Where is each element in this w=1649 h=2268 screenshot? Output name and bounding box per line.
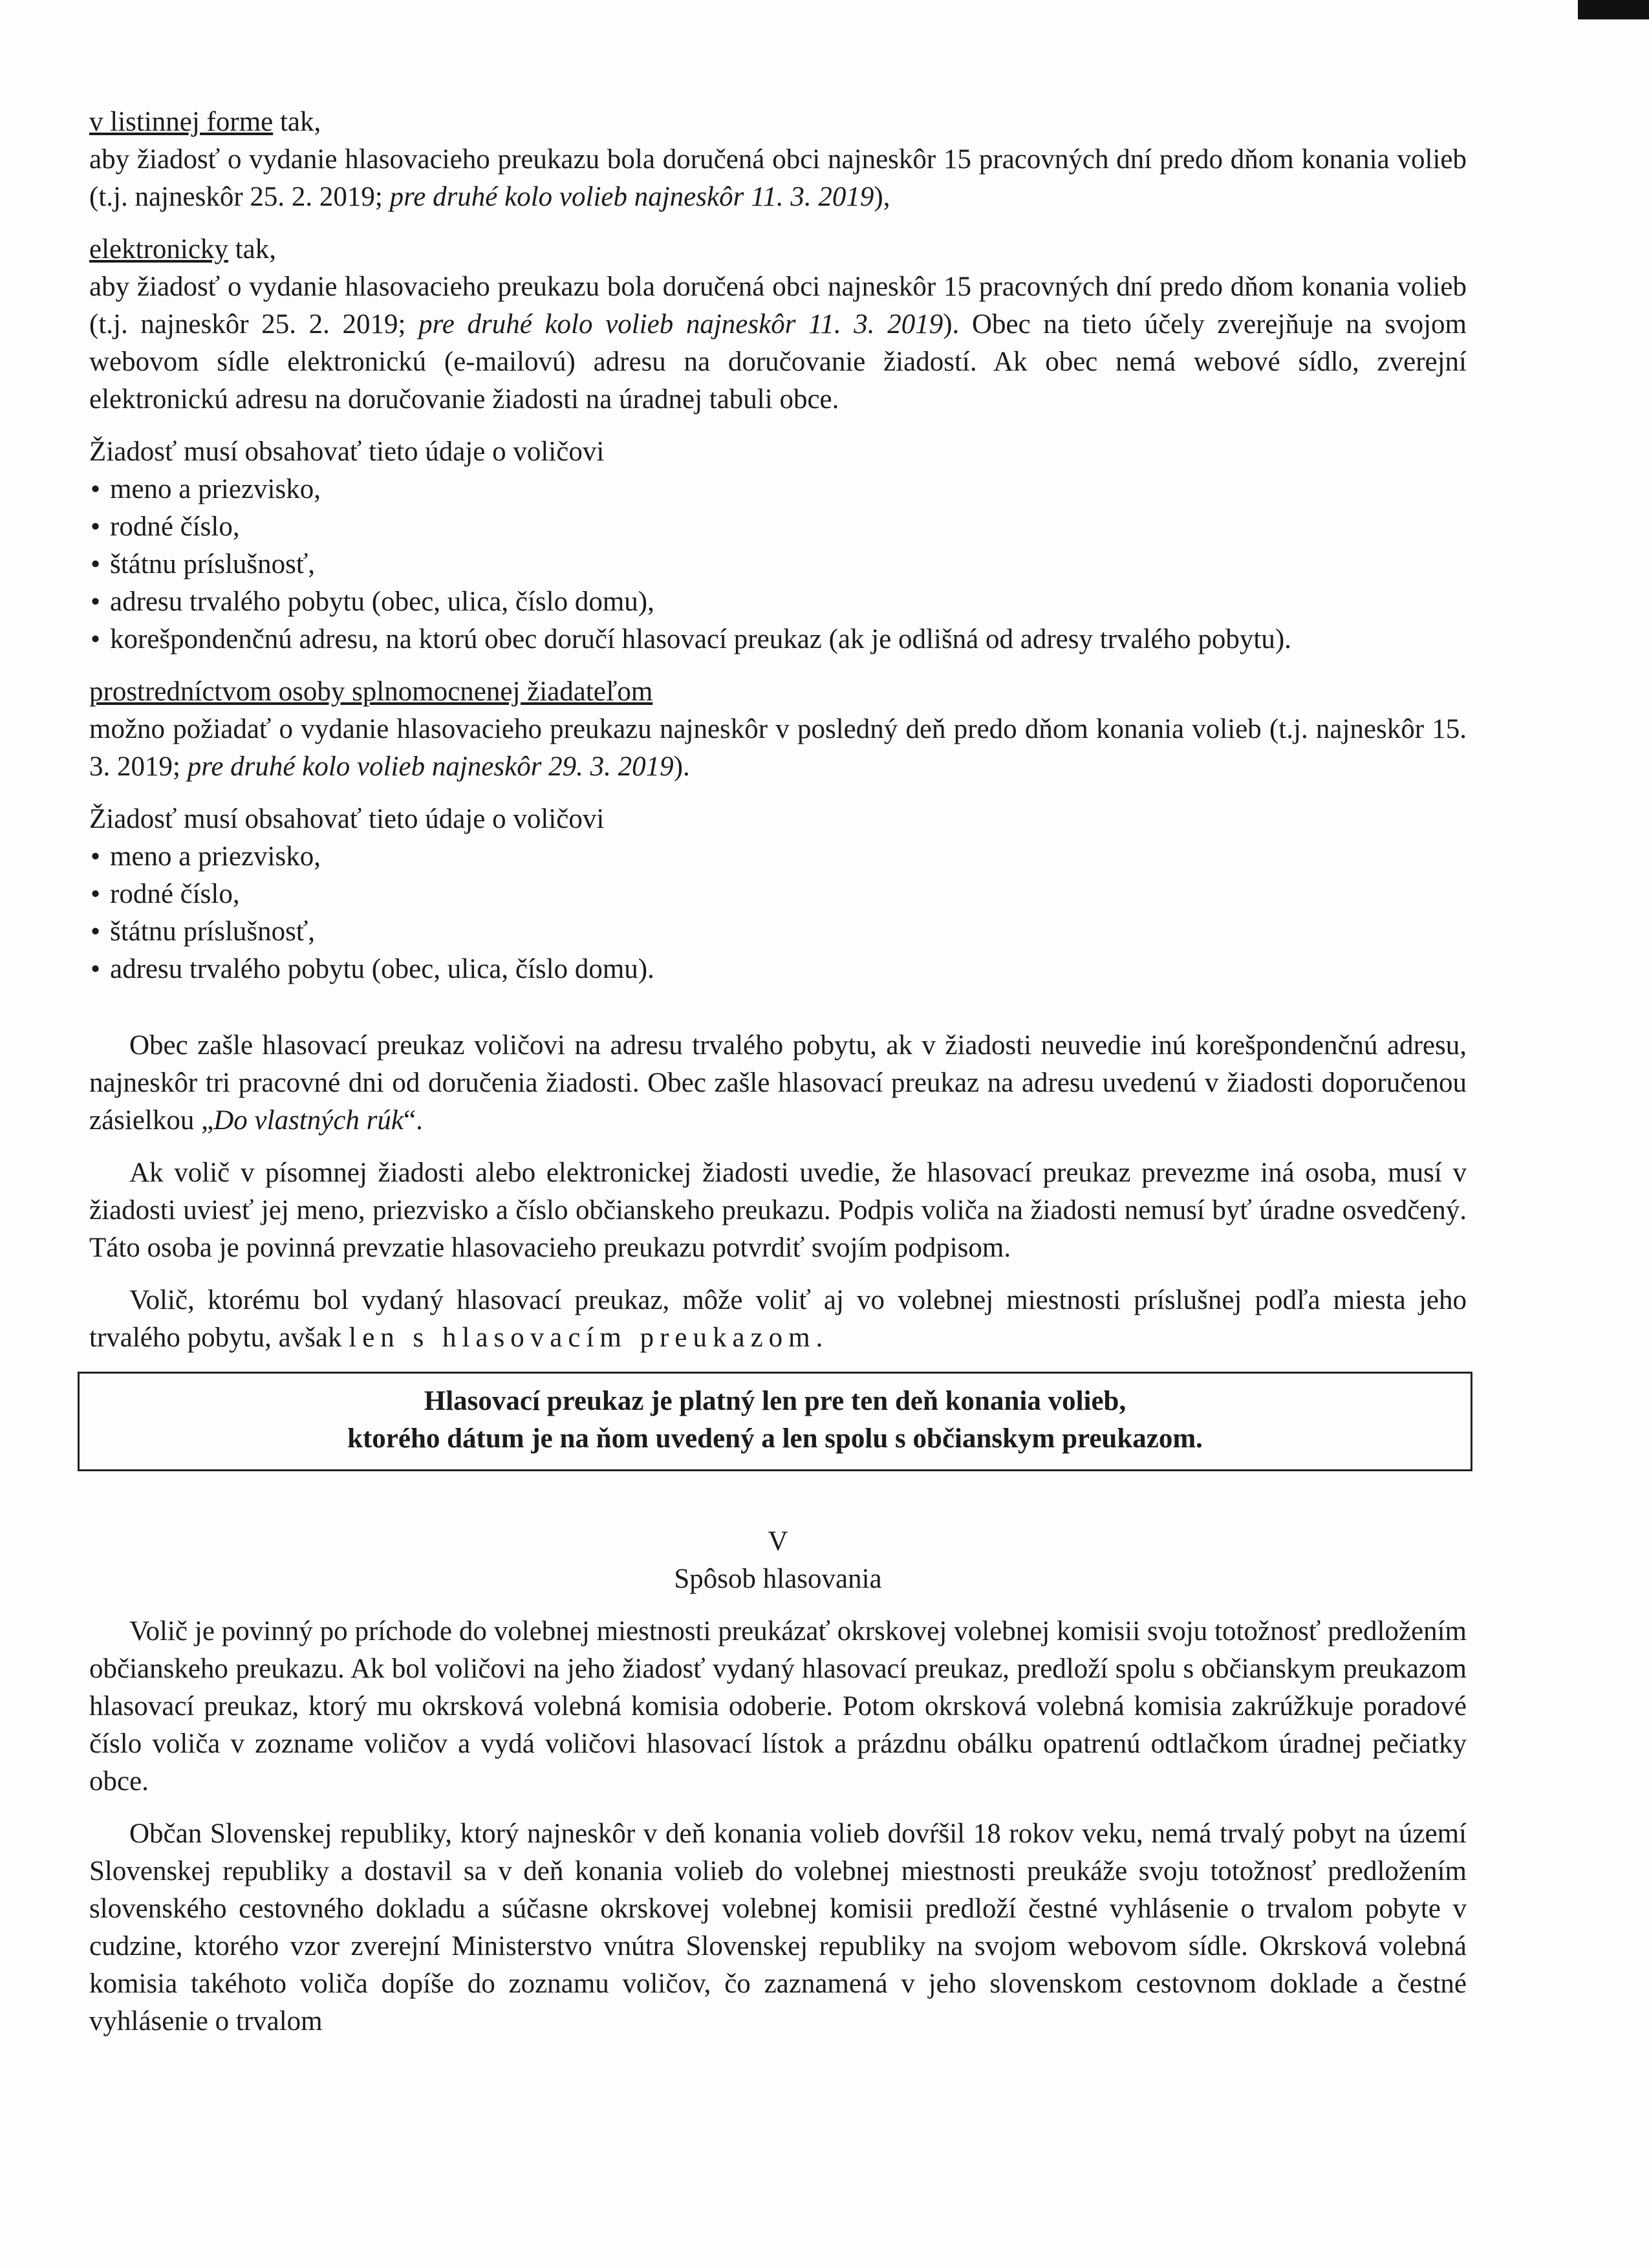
list-item: • meno a priezvisko, (91, 841, 321, 872)
listinne-text-a: aby žiadosť o vydanie hlasovacieho preukazu bola doručená obci najneskôr 15 pracovných dní predo dňom konania volieb (t.j. najneskôr 25. 2. 2019; (89, 144, 1467, 212)
list2 (89, 838, 1467, 988)
list-item: • korešpondenčnú adresu, na ktorú obec doručí hlasovací preukaz (ak je odlišná od adresy trvalého pobytu). (91, 624, 1291, 654)
elektronicky-text-b: ). Obec na tieto účely zverejňuje na svojom webovom sídle elektronickú (e-mailovú) adresu na doručovanie žiadostí. Ak obec nemá webové sídlo, zverejní elektronickú adresu na doručovanie žiadosti na úradnej tabuli obce. (89, 309, 1467, 415)
para-iny: Ak volič v písomnej žiadosti alebo elektronickej žiadosti uvedie, že hlasovací preukaz prevezme iná osoba, musí v žiadosti uviesť jej meno, priezvisko a číslo občianskeho preukazu. Podpis voliča na žiadosti nemusí byť úradne osvedčený. Táto osoba je povinná prevzatie hlasovacieho preukazu potvrdiť svojím podpisom. (89, 1158, 1467, 1263)
notice-line-1: Hlasovací preukaz je platný len pre ten deň konania volieb, (424, 1386, 1126, 1416)
osoba-heading: prostredníctvom osoby splnomocnenej žiadateľom (89, 676, 653, 707)
list-item: • štátnu príslušnosť, (91, 916, 315, 947)
para-obcan: Občan Slovenskej republiky, ktorý najneskôr v deň konania volieb dovŕšil 18 rokov veku, nemá trvalý pobyt na území Slovenskej republiky a dostavil sa v deň konania volieb do volebnej miestnosti preukáže svoju totožnosť predložením slovenského cestovného dokladu a súčasne okrskovej volebnej komisii predloží čestné vyhlásenie o trvalom pobyte v cudzine, ktorého vzor zverejní Ministerstvo vnútra Slovenskej republiky na svojom webovom sídle. Okrsková volebná komisia takéhoto voliča dopíše do zoznamu voličov, čo zaznamená v jeho slovenskom cestovnom doklade a čestné vyhlásenie o trvalom (89, 1819, 1467, 2036)
elektronicky-heading-tail: tak, (228, 234, 276, 265)
notice-line-2: ktorého dátum je na ňom uvedený a len spolu s občianskym preukazom. (347, 1423, 1203, 1454)
list-item: • meno a priezvisko, (91, 474, 321, 504)
document-page (89, 103, 1467, 2040)
section-number: V (768, 1526, 788, 1557)
list1 (89, 471, 1467, 658)
para-volic-spaced: len s hlasovacím preukazom. (349, 1323, 829, 1353)
para-zasle-a: Obec zašle hlasovací preukaz voličovi na adresu trvalého pobytu, ak v žiadosti neuvedie inú korešpondenčnú adresu, najneskôr tri pracovné dni od doručenia žiadosti. Obec zašle hlasovací preukaz na adresu uvedenú v žiadosti doporučenou zásielkou „ (89, 1030, 1467, 1136)
para-volic (89, 1282, 1467, 1357)
para-zasle-italic: Do vlastných rúk (213, 1105, 404, 1136)
osoba-text-b: ). (673, 751, 690, 782)
notice-box (78, 1372, 1472, 1471)
para-zasle (89, 1027, 1467, 1139)
elektronicky-heading: elektronicky (89, 234, 228, 265)
listinne-text-italic: pre druhé kolo volieb najneskôr 11. 3. 2019 (389, 182, 874, 212)
para-zasle-b: “. (404, 1105, 423, 1136)
list-item: • rodné číslo, (91, 512, 240, 542)
osoba-text-italic: pre druhé kolo volieb najneskôr 29. 3. 2019 (187, 751, 674, 782)
osoba-text (89, 711, 1467, 786)
list-item: • adresu trvalého pobytu (obec, ulica, číslo domu), (91, 587, 654, 617)
elektronicky-text-a: aby žiadosť o vydanie hlasovacieho preukazu bola doručená obci najneskôr 15 pracovných dní predo dňom konania volieb (t.j. najneskôr 25. 2. 2019; (89, 272, 1467, 340)
elektronicky-text-italic: pre druhé kolo volieb najneskôr 11. 3. 2019 (418, 309, 943, 340)
osoba-text-a: možno požiadať o vydanie hlasovacieho preukazu najneskôr v posledný deň predo dňom konania volieb (t.j. najneskôr 15. 3. 2019; (89, 714, 1467, 782)
para-povinny: Volič je povinný po príchode do volebnej miestnosti preukázať okrskovej volebnej komisii svoju totožnosť predložením občianskeho preukazu. Ak bol voličovi na jeho žiadosť vydaný hlasovací preukaz, predloží spolu s občianskym preukazom hlasovací preukaz, ktorý mu okrsková volebná komisia odoberie. Potom okrsková volebná komisia zakrúžkuje poradové číslo voliča v zozname voličov a vydá voličovi hlasovací lístok a prázdnu obálku opatrenú odtlačkom úradnej pečiatky obce. (89, 1616, 1467, 1797)
listinne-text-b: ), (874, 182, 890, 212)
list-item: • štátnu príslušnosť, (91, 549, 315, 579)
list2-intro: Žiadosť musí obsahovať tieto údaje o voličovi (89, 804, 605, 834)
listinne-heading: v listinnej forme (89, 107, 274, 137)
listinne-heading-tail: tak, (273, 107, 321, 137)
list-item: • rodné číslo, (91, 879, 240, 909)
listinne-heading-line (89, 103, 1467, 141)
section-title: Spôsob hlasovania (674, 1564, 882, 1594)
scan-corner-mark (1578, 0, 1649, 19)
elektronicky-text (89, 268, 1467, 418)
listinne-text (89, 141, 1467, 216)
elektronicky-heading-line (89, 231, 1467, 268)
list-item: • adresu trvalého pobytu (obec, ulica, číslo domu). (91, 954, 654, 984)
para-volic-a: Volič, ktorému bol vydaný hlasovací preukaz, môže voliť aj vo volebnej miestnosti príslušnej podľa miesta jeho trvalého pobytu, avšak (89, 1285, 1467, 1353)
list1-intro: Žiadosť musí obsahovať tieto údaje o voličovi (89, 437, 605, 467)
